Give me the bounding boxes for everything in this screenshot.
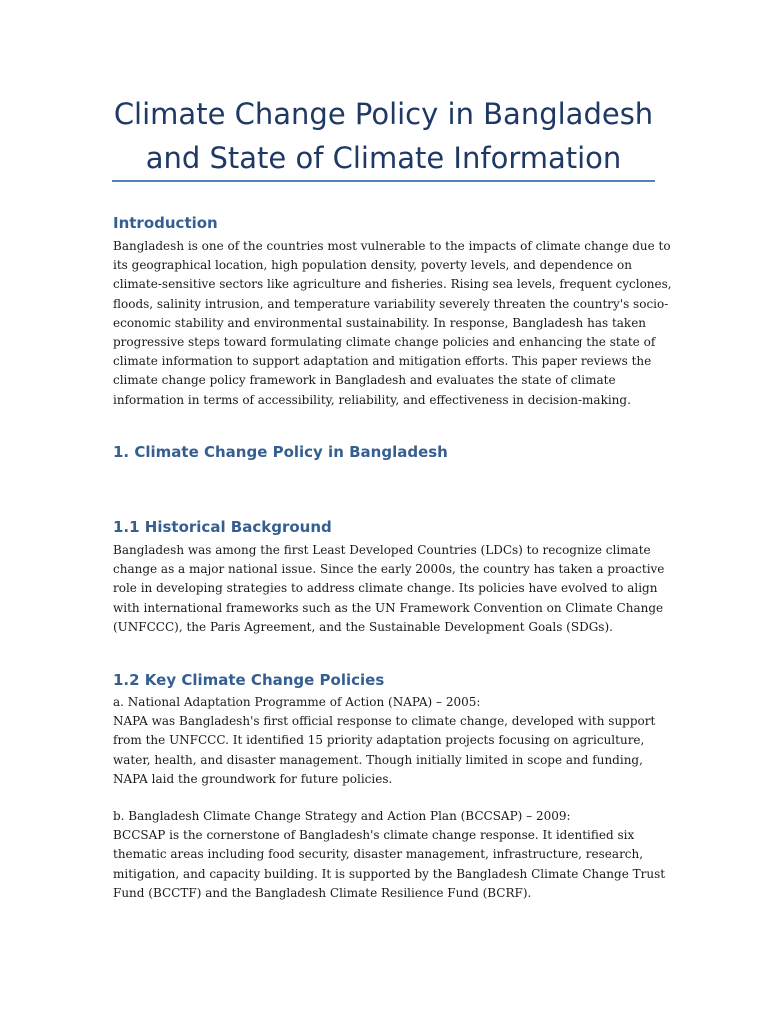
text-line: Fund (BCCTF) and the Bangladesh Climate Resilience Fund (BCRF). [113, 885, 532, 900]
text-line: mitigation, and capacity building. It is supported by the Bangladesh Climate Change Trust [113, 866, 666, 881]
text-line: floods, salinity intrusion, and temperature variability severely threaten the country's socio- [113, 296, 669, 311]
introduction-heading: Introduction [113, 214, 218, 232]
text-line: climate information to support adaptation and mitigation efforts. This paper reviews the [113, 354, 652, 369]
text-line: Bangladesh is one of the countries most vulnerable to the impacts of climate change due to [113, 239, 671, 253]
section-1-2-heading: 1.2 Key Climate Change Policies [113, 671, 385, 689]
text-line: NAPA was Bangladesh's first official response to climate change, developed with support [113, 714, 656, 729]
text-line: NAPA laid the groundwork for future policies. [113, 771, 393, 786]
text-line: (UNFCCC), the Paris Agreement, and the Sustainable Development Goals (SDGs). [113, 619, 613, 634]
text-line: from the UNFCCC. It identified 15 priority adaptation projects focusing on agriculture, [113, 733, 645, 748]
text-line: its geographical location, high population density, poverty levels, and dependence on [113, 258, 632, 273]
historical-background-paragraph [113, 541, 665, 637]
napa-paragraph [113, 693, 656, 789]
title-line: and State of Climate Information [145, 141, 622, 175]
text-line: climate change policy framework in Bangladesh and evaluates the state of climate [113, 373, 616, 388]
text-line: with international frameworks such as the UN Framework Convention on Climate Change [113, 600, 664, 615]
text-line: a. National Adaptation Programme of Action (NAPA) – 2005: [113, 695, 481, 709]
text-line: thematic areas including food security, disaster management, infrastructure, research, [113, 847, 644, 862]
title-line: Climate Change Policy in Bangladesh [113, 97, 654, 131]
bccsap-paragraph [113, 807, 666, 903]
text-line: change as a major national issue. Since the early 2000s, the country has taken a proactive [113, 562, 665, 577]
text-line: role in developing strategies to address climate change. Its policies have evolved to align [113, 581, 658, 596]
text-line: Bangladesh was among the first Least Developed Countries (LDCs) to recognize climate [113, 543, 651, 557]
text-line: climate-sensitive sectors like agriculture and fisheries. Rising sea levels, frequent cyclones, [113, 277, 672, 292]
text-line: BCCSAP is the cornerstone of Bangladesh's climate change response. It identified six [113, 828, 635, 843]
section-1-1-heading: 1.1 Historical Background [113, 518, 332, 536]
text-line: progressive steps toward formulating climate change policies and enhancing the state of [113, 335, 656, 350]
text-line: water, health, and disaster management. Though initially limited in scope and funding, [113, 752, 643, 767]
document-title [112, 92, 655, 180]
section-1-heading: 1. Climate Change Policy in Bangladesh [113, 443, 448, 461]
text-line: information in terms of accessibility, reliability, and effectiveness in decision-making. [113, 392, 631, 407]
text-line: economic stability and environmental sustainability. In response, Bangladesh has taken [113, 315, 647, 330]
text-line: b. Bangladesh Climate Change Strategy and Action Plan (BCCSAP) – 2009: [113, 809, 571, 823]
title-divider [112, 180, 655, 182]
introduction-paragraph [113, 237, 672, 410]
